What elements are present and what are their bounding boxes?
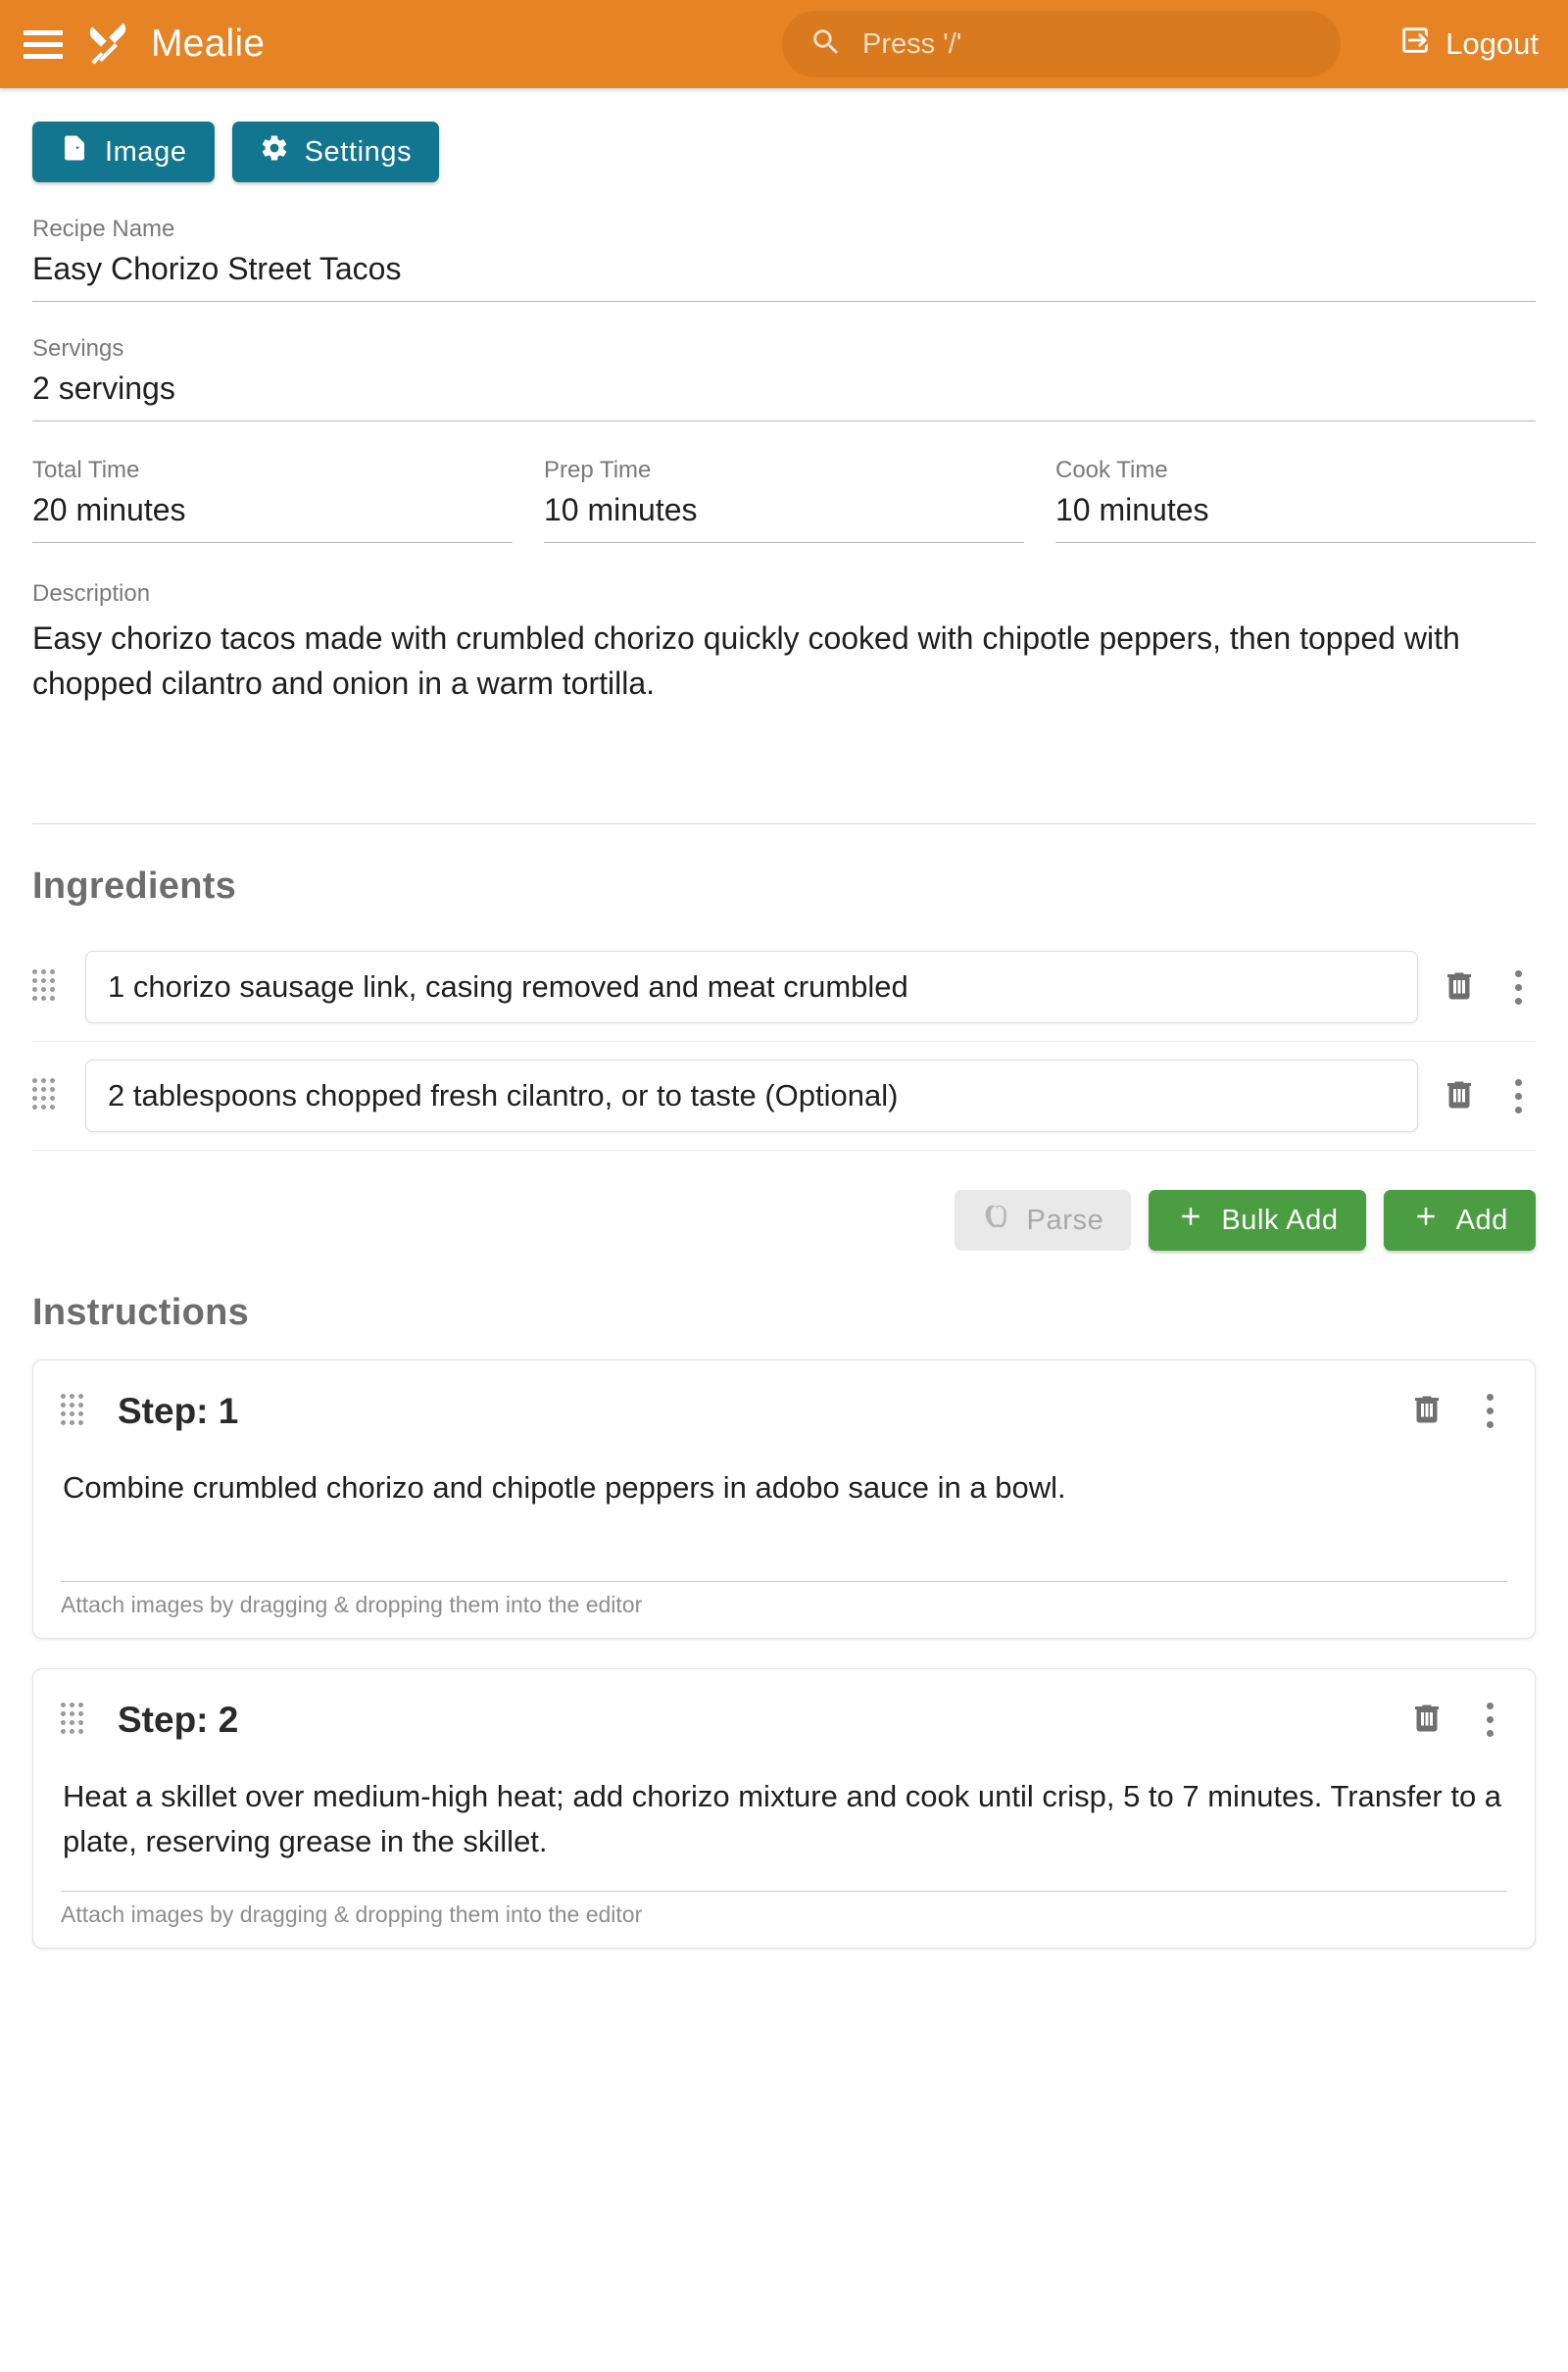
instruction-step-title: Step: 1 — [118, 1390, 239, 1431]
instruction-step-header — [61, 1386, 1507, 1436]
instruction-step-hint: Attach images by dragging & dropping them into the editor — [61, 1592, 643, 1617]
ingredient-input[interactable]: 2 tablespoons chopped fresh cilantro, or to taste (Optional) — [85, 1060, 1418, 1132]
ingredients-heading: Ingredients — [32, 865, 237, 907]
prep-time-label: Prep Time — [544, 457, 652, 483]
ingredient-row — [32, 1042, 1536, 1151]
delete-step-button[interactable] — [1403, 1386, 1450, 1436]
parse-button-label: Parse — [1026, 1204, 1104, 1236]
image-file-icon — [60, 133, 89, 171]
trash-icon — [1409, 1701, 1445, 1739]
delete-ingredient-button[interactable] — [1436, 1071, 1483, 1121]
hamburger-line — [24, 30, 63, 35]
instructions-heading: Instructions — [32, 1292, 250, 1333]
kebab-menu-icon[interactable] — [1472, 1388, 1507, 1435]
instruction-step-header — [61, 1695, 1507, 1745]
ingredient-input[interactable]: 1 chorizo sausage link, casing removed and meat crumbled — [85, 951, 1418, 1023]
description-label: Description — [32, 580, 151, 607]
drag-handle-icon[interactable] — [61, 1394, 90, 1429]
app-title: Mealie — [151, 23, 266, 65]
prep-time-value[interactable]: 10 minutes — [544, 492, 1024, 543]
delete-step-button[interactable] — [1403, 1695, 1450, 1745]
editor-toolbar — [32, 88, 1536, 182]
image-button[interactable] — [32, 122, 215, 182]
add-ingredient-button[interactable] — [1384, 1190, 1536, 1251]
description-divider — [32, 823, 1536, 824]
drag-handle-icon[interactable] — [32, 969, 62, 1005]
servings-field[interactable] — [32, 335, 1536, 421]
total-time-value[interactable]: 20 minutes — [32, 492, 513, 543]
settings-button-label: Settings — [304, 135, 413, 168]
logout-button[interactable] — [1398, 24, 1539, 65]
ingredient-row — [32, 933, 1536, 1042]
image-button-label: Image — [105, 135, 187, 168]
kebab-menu-icon[interactable] — [1500, 964, 1536, 1011]
search-icon — [809, 25, 843, 64]
food-apple-icon — [982, 1202, 1011, 1239]
hamburger-line — [24, 42, 63, 47]
instruction-step-title: Step: 2 — [118, 1699, 239, 1740]
gear-icon — [260, 133, 289, 171]
cook-time-value[interactable]: 10 minutes — [1055, 492, 1536, 543]
trash-icon — [1442, 1077, 1477, 1115]
servings-value[interactable]: 2 servings — [32, 371, 1536, 421]
recipe-name-value[interactable]: Easy Chorizo Street Tacos — [32, 251, 1536, 302]
plus-icon — [1411, 1202, 1441, 1239]
hamburger-line — [24, 54, 63, 59]
logout-label: Logout — [1446, 26, 1539, 61]
parse-button[interactable] — [955, 1190, 1132, 1251]
recipe-name-label: Recipe Name — [32, 216, 175, 242]
add-ingredient-button-label: Add — [1455, 1204, 1508, 1236]
total-time-field[interactable] — [32, 457, 513, 543]
trash-icon — [1409, 1392, 1445, 1430]
drag-handle-icon[interactable] — [32, 1078, 62, 1113]
app-bar — [0, 0, 1568, 88]
search-input[interactable] — [860, 27, 1313, 62]
kebab-menu-icon[interactable] — [1472, 1697, 1507, 1744]
search-bar[interactable] — [782, 11, 1341, 77]
servings-label: Servings — [32, 335, 124, 362]
instruction-step-text[interactable]: Heat a skillet over medium-high heat; add chorizo mixture and cook until crisp, 5 to 7 minutes. Transfer to a plate, reserving grease in the skillet. — [63, 1779, 1502, 1858]
fork-knife-logo-icon — [84, 20, 133, 69]
total-time-label: Total Time — [32, 457, 140, 483]
cook-time-field[interactable] — [1055, 457, 1536, 543]
plus-icon — [1176, 1202, 1205, 1239]
ingredient-actions — [32, 1190, 1536, 1251]
times-row — [32, 457, 1536, 543]
bulk-add-button-label: Bulk Add — [1221, 1204, 1339, 1236]
instruction-step-hint: Attach images by dragging & dropping them into the editor — [61, 1902, 643, 1928]
settings-button[interactable] — [232, 122, 440, 182]
delete-ingredient-button[interactable] — [1436, 963, 1483, 1013]
recipe-name-field[interactable] — [32, 216, 1536, 302]
logout-icon — [1398, 24, 1432, 65]
recipe-editor — [0, 88, 1568, 1949]
description-value[interactable]: Easy chorizo tacos made with crumbled chorizo quickly cooked with chipotle peppers, then topped with chopped cilantro and onion in a warm tortilla. — [32, 620, 1460, 702]
prep-time-field[interactable] — [544, 457, 1024, 543]
kebab-menu-icon[interactable] — [1500, 1072, 1536, 1119]
description-field[interactable] — [32, 580, 1536, 824]
trash-icon — [1442, 968, 1477, 1007]
instruction-step-card — [32, 1668, 1536, 1949]
drag-handle-icon[interactable] — [61, 1703, 90, 1738]
instruction-step-card — [32, 1359, 1536, 1639]
hamburger-menu-icon[interactable] — [24, 23, 67, 66]
instruction-step-text[interactable]: Combine crumbled chorizo and chipotle peppers in adobo sauce in a bowl. — [63, 1470, 1066, 1505]
cook-time-label: Cook Time — [1055, 457, 1168, 483]
bulk-add-button[interactable] — [1149, 1190, 1365, 1251]
brand[interactable] — [84, 20, 265, 69]
